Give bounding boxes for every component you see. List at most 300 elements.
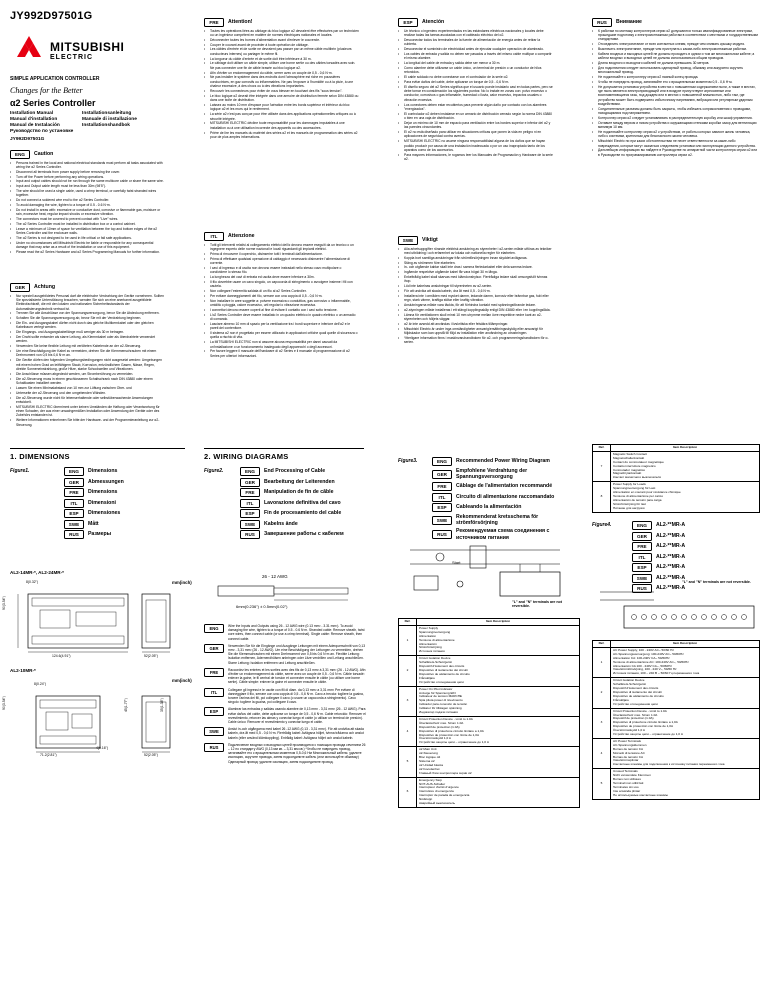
caution-item: • Turn off the Power before performing any wiring operations. — [10, 175, 165, 179]
caution-item: • Anslutningarna måste vara täckta, för att förhindra kontakt med spänningsförande ledare. — [398, 303, 553, 307]
lang-tag: SWE — [432, 516, 452, 525]
lang-row — [64, 530, 184, 539]
caution-item: • α2 är inte avsedd att användas i livskritiska eller felsäkra tillämpningar. — [398, 322, 553, 326]
caution-ita — [204, 232, 359, 359]
wiring-text-row — [204, 624, 366, 641]
lang-label: Dimensions — [88, 468, 118, 475]
fig3-col-desc: Item Description — [417, 619, 580, 626]
caution-item: • El α2 no está diseñado para utilizar en situaciones críticas que ponen la vida en peligro ni en aplicaciones de seguridad contra averías. — [398, 130, 553, 139]
lang-tag: GER — [632, 532, 652, 541]
lang-tag: ITL — [64, 499, 84, 508]
caution-item: • Die Anschlüsse müssen abgedeckt werden, um Stromberührung zu vermeiden. — [10, 372, 165, 376]
caution-item: • Prière de lire les manuels du matériel des séries α2 et les manuels de programmation des séries α2 pour de plus amples informations. — [204, 131, 359, 140]
caution-list-rus — [592, 29, 758, 158]
caution-item: • Stäng av strömmen före elarbeten. — [398, 261, 553, 265]
fig4-col-ref: Ref. — [593, 641, 611, 648]
row-desc: Power On Pilot Indicator Anzeige für Spannung EIN Indicateur de tension MARCHE Spia pilota power di ricevimento Indicador para conexión de tensión Indikator för tillslagen spänning Индикатор подачи питания — [417, 686, 580, 716]
lang-row — [632, 553, 758, 562]
caution-item: • La lunghezza dei cavi di entrata ed uscita deve essere inferiore a 30m. — [204, 275, 359, 279]
mitsubishi-logo — [10, 36, 48, 66]
dim-52-b: 52(2.05") — [144, 753, 158, 757]
ref-top-table — [592, 444, 760, 513]
caution-item: • El cable soldado no debe conectarse con el controlador de la serie α2. — [398, 75, 553, 79]
lang-label: Recommended Power Wiring Diagram — [456, 458, 550, 465]
row-desc: Circuit Isolation Device Schaltkreis-Schutzgerät Dispositif d'isolement des circuits Dispositivo di isolamento dei circuiti Dispositivo de aislamiento de circuito Frånskiljare Устройство отсоединения цепи — [611, 678, 760, 708]
lang-row — [240, 499, 370, 508]
caution-rus — [592, 18, 758, 158]
row-ref: 5 — [593, 769, 611, 799]
lang-label: Рекомендуемая схема соединения с источником питания — [456, 528, 550, 541]
caution-item: • La série α2 n'est pas conçue pour être utilisée dans des applications opérationnelles critiques ou à sécurité intégrée. — [204, 112, 359, 121]
table-row — [399, 625, 580, 655]
caution-item: • Unterseite der α2-Steuerung und den umgebenden Wänden. — [10, 391, 165, 395]
caution-item: • Die Geräte dürfen den folgenden Umgebungsbedingungen nicht ausgesetzt werden: Umgebungen mit einem hohen Grad an leitfähigem Staub, Korrosion, entzündlichem Gasen, Nässe, Regen, direkte Sonneneinstrahlung, große Hitze, starke Schockwellen und Vibrationen. — [10, 358, 165, 371]
lang-tag: ITL — [204, 688, 224, 697]
manual-title-esp: Manual de Instalación — [10, 123, 60, 128]
caution-title-ger: Achtung — [34, 284, 56, 291]
lang-tag-ita: ITL — [204, 232, 224, 241]
row-desc: Emergency Stop NOT-AUS-Schalter Interrupteur d'arrêt d'urgence Interruttore di emergenza Interruptor de parada de emergencia Nödstopp Аварийный выключатель — [417, 777, 580, 807]
lang-label: AL2-**MR-A — [656, 553, 686, 560]
figure1-label: Figure1. — [10, 468, 30, 474]
fig3-note: "L" and "N" terminals are not reversible. — [512, 600, 562, 609]
caution-item: • Recouvrir les connecteurs pour éviter de vous blesser en touchant des fils "sous tension". — [204, 89, 359, 93]
product-title: α2 Series Controller — [10, 98, 96, 108]
caution-title-rus: Внимание — [616, 19, 642, 26]
caution-item: • Prima di effettuare qualsiasi operazione di cablaggio è necessario disinserire l'alimentazione di corrente. — [204, 257, 359, 266]
brand-name: MITSUBISHI — [50, 40, 125, 54]
lang-label: Bearbeitung der Leiterenden — [264, 478, 335, 485]
lang-label: Mått — [88, 520, 99, 527]
caution-item: • Le bloc logique α2 devrait être intégrée dans une armoire de distribution fermée selon DIN 43880 ou dans une boîte de distribution. — [204, 94, 359, 103]
table-row — [399, 656, 580, 686]
lang-row — [432, 503, 580, 512]
wiring-text: Raccordez les entrées et les sorties avec des fils de 0,13 mm² à 3,31 mm² (26 - 12 AWG). Afin d'éviter un endommagement du câble, serrer avec un couple de 0,5 - 0,6 N·m. Câble torsadé: enlever la gaine, le fil central de torsion et connecter ensuite le câble (ou utiliser une borne sertie). Câble simple: enlever la gaine et connecter ensuite le câble. — [228, 667, 366, 685]
lang-label: Abmessungen — [88, 478, 124, 485]
lang-row — [432, 482, 580, 491]
lang-tag: ENG — [632, 521, 652, 530]
caution-item: • Die α2-Steuerung wurde nicht für lebenserhaltende oder selbstüberwachende Anwendungen entwickelt. — [10, 396, 165, 405]
lang-tag: SWE — [64, 520, 84, 529]
caution-list-ita — [204, 243, 359, 359]
table-row — [593, 708, 760, 738]
lang-tag-esp: ESP — [398, 18, 418, 27]
wiring-text: Подключение входных и выходных цепей производится с помощью провода сечением 26 – 12 по стандарту AWG (0,13 мм кв. – 3,31 мм кв.) *Чтобы не повредить провод, затягивайте его с вращательным моментом 0,5-0,6 Нм Многожильный кабель: удалите изоляцию, скрутите провода, затем подсоедините кабель (или используйте обжимку) Одинарный провод: удалите изоляцию, затем подсоедините провод. — [228, 742, 366, 764]
manual-title-swe: Installationshandbok — [82, 123, 130, 128]
lang-tag: ENG — [240, 467, 260, 476]
mitsubishi-diamonds-icon — [10, 36, 48, 66]
lang-tag: ITL — [632, 553, 652, 562]
caution-item: • Déconnecter toutes les bornes d'alimentation avant d'enlever le couvercle. — [204, 38, 359, 42]
manual-title-rus: Руководство по установке — [10, 129, 74, 134]
lang-row — [632, 521, 758, 530]
divider-dimensions — [10, 448, 185, 449]
lang-tag: FRE — [204, 668, 224, 677]
dim-90-b: 90(3.54") — [2, 696, 6, 710]
dim-8-b: 8(0.24") — [34, 682, 46, 686]
caution-item: • Чтобы не повредить провод, затягивайте его с вращательным моментом 0,5 - 0,6 Н·м. — [592, 80, 758, 84]
caution-item: • La longitud del cable de entrada y salida debe ser menor a 30 m. — [398, 61, 553, 65]
lang-label: Dimensioni — [88, 499, 116, 506]
caution-item: • Per favore leggere il manuale dell'hardware di α2 Series e il manuale di programmazione di α2 Series per ulteriori informazioni. — [204, 349, 359, 358]
caution-item: • El diseño seguro del α2 Series significa que el usuario puede instalarlo casi en todas partes, pero se debe tomar en consideración los siguientes puntos: No lo instale en zonas con: polvo excesivo o conductor, corrosivos o gas inflamable, humedad o lluvia, calor excesivo, impactos usuales o vibración excesiva. — [398, 85, 553, 102]
lang-tag: GER — [64, 478, 84, 487]
lang-tag: FRE — [432, 482, 452, 491]
caution-item: • För att undvika att skada kabeln, dra åt med 0,5 - 0,6 N·m. — [398, 289, 553, 293]
caution-item: • Дальнейшую информацию вы найдете в Руководстве по аппаратной части контроллера серии α2 или в Руководстве по программированию контроллера серии α2. — [592, 148, 758, 157]
divider-wiring — [204, 448, 364, 449]
doc-code-small: JY992D97501G — [10, 137, 45, 142]
caution-item: • К работам по монтажу контроллеров серии α2 допускаются только квалифицированные электрики, прошедшие подготовку к электромонтажным работам в соответствии с местными и государственными стандартами. — [592, 29, 758, 42]
fig3-lang-list — [432, 457, 580, 543]
cable-strip-drawing — [214, 580, 364, 602]
dim-45: 45(1.77") — [124, 698, 128, 712]
row-desc: α2 Main Unit α2-Steuerung Bloc logique α2 Sistema α2 α2 Unidad básica α2 huvudenhet Главный блок контроллера серии α2 — [417, 747, 580, 777]
lang-tag-rus: RUS — [592, 18, 612, 27]
caution-item: • To avoid damaging the wire, tighten to a torque of 0.5 - 0.6 N·m. — [10, 203, 165, 207]
lang-row — [64, 467, 184, 476]
dim-52-a: 52(2.05") — [144, 654, 158, 658]
caution-item: • Mitsubishi Electric är under inga omständigheter ansvarig/ersättningsskyldig eller ansvarigt för följdskador som kan uppstå till följd av installation eller användning av utrustningen. — [398, 327, 553, 336]
lang-label: Dimensions — [88, 489, 118, 496]
caution-item: • Il filo dovrebbe usare un cavo singolo, un capocorda di stringimento o avvolgere insieme i fili con cautela. — [204, 280, 359, 289]
row-desc: Unused Terminals Nicht verwendete Klemmen Bornes non utilisées Terminali non utilizzati Terminales sin uso Inte använda plintar Не используемые контактные клеммы — [611, 769, 760, 799]
caution-esp — [398, 18, 553, 162]
ref-top-col-ref: Ref. — [593, 445, 611, 452]
caution-item: • Input and Output cable length must be less than 30m (98'5"). — [10, 184, 165, 188]
wiring-text: Alambrar las entradas y salidas usando alambre de 0,13 mm² - 3,31 mm² (26 - 12 AWG). Para evitar daños del cable, debe aplicarse un torque de 0,5 - 0,6 N·m. Cable retorcido: Remover el revestimiento, retorcer las almas y conectar luego el cable (o utilizar un terminal de presión). Cable único: Remover el revestimiento y conectar luego el cable. — [228, 707, 366, 725]
lang-row — [432, 528, 580, 541]
dim-8-a: 8(0.32") — [26, 580, 38, 584]
lang-tag: ITL — [240, 499, 260, 508]
caution-item: • Laissez au moins 10 mm d'espace pour l'aération entre les bords supérieur et inférieur du bloc logique α2 et les murs qui le renferment. — [204, 103, 359, 112]
fig4-table-body — [593, 647, 760, 799]
caution-item: • Ytterligare information finns i maskinvaruhandboken för α2- och programmeringshandboken för α-serien. — [398, 336, 553, 345]
caution-item: • Tutti gli interventi relativi al collegamento elettrici dell'α devono essere eseguiti da un tecnico o un ingegnere esperto delle norme nazionali e locali riguardanti gli impianti elettrici. — [204, 243, 359, 252]
caution-item: • Les câbles d'entrée et de sortie ne devraient pas passer par un même câble multibrin (plusieurs conducteurs internes) ou partager le même fil. — [204, 47, 359, 56]
table-row — [399, 747, 580, 777]
caution-item: • Koppla bort samtliga anslutningar från strömförsörjningen innan skyddet avlägsnas. — [398, 256, 553, 260]
lang-label: AL2-**MR-A — [656, 532, 686, 539]
caution-item: • Оставьте между верхом и низом устройства и окружающими стенками коробки зазор для вентиляции минимум 10 мм. — [592, 121, 758, 130]
lang-tag: FRE — [632, 542, 652, 551]
caution-item: • Verwenden Sie keine flexible Leitung mit verlöteten Kabelende an der α2-Steuerung. — [10, 344, 165, 348]
lang-row — [432, 493, 580, 502]
lang-tag-swe: SWE — [398, 236, 418, 245]
app-controller-label: SIMPLE APPLICATION CONTROLLER — [10, 76, 100, 82]
lang-tag-fre: FRE — [204, 18, 224, 27]
figure4-label: Figure4. — [592, 522, 612, 528]
lang-label: Размеры — [88, 531, 112, 538]
caution-item: • Un técnico o ingeniero experimentados en las estándares eléctricos nacionales y locales debe realizar todas las tareas asociadas con el cableado eléctrico del α2. — [398, 29, 553, 38]
lang-label: AL2-**MR-A — [656, 564, 686, 571]
caution-title-fre: Attention! — [228, 19, 253, 26]
lang-row — [432, 457, 580, 466]
dim-71: 71.2(2.81") — [40, 753, 57, 757]
caution-item: • Do not install in areas with: excessive or conductive dust, corrosive or flammable gas, moisture or rain, excessive heat, regular impact shocks or excessive vibration. — [10, 208, 165, 217]
wiring-text-row — [204, 668, 366, 685]
caution-item: • Non installare in aree soggette a: polvere eccessiva o conduttiva, gas corrosivo o infiammabile, umidità o pioggia, calore eccessivo, urti regolari o vibrazione eccessiva. — [204, 299, 359, 308]
dimensions-lang-list — [64, 467, 184, 541]
wiring-texts — [204, 624, 366, 767]
caution-item: • Leave a minimum of 10mm of space for ventilation between the top and bottom edges of the α2 Series Controller and the enclosure walls. — [10, 227, 165, 236]
caution-title-esp: Atención — [422, 19, 445, 26]
row-desc: Circuit Isolation Device Schaltkreis-Schutzgerät Dispositif d'isolement des circuits Dispositivo di isolamento dei circuiti Dispositivo de aislamiento de circuito Frånskiljare Устройство отсоединения цепи — [417, 656, 580, 686]
lang-row — [432, 468, 580, 481]
caution-list-swe — [398, 247, 553, 345]
lang-row — [64, 520, 184, 529]
lang-tag-eng: ENG — [10, 150, 30, 159]
start-label: Start — [452, 560, 461, 565]
caution-item: • Desconectar todos los terminales de la fuente de alimentación de energía antes de retirar la cubierta. — [398, 38, 553, 47]
lang-label: AL2-**MR-A — [656, 543, 686, 550]
caution-item: • Prima di rimuovere il coperchio, disinserire tutti i terminali dall'alimentazione. — [204, 252, 359, 256]
row-ref: 1 — [399, 625, 417, 655]
lang-label: Kabelns ände — [264, 520, 298, 527]
caution-item: • Не подключайте к контроллеру серии α2 паяный конец провода. — [592, 75, 758, 79]
table-row — [593, 451, 760, 481]
lang-tag: SWE — [632, 574, 652, 583]
row-desc: AC Power Terminals AC-Spannungsklemmen Bornes de tension CA Morsetti di tensione AC Bornas de tensión CA Växelströmsplintar Контактные клеммы для подключения к источнику питания переменного тока — [611, 738, 760, 768]
caution-list-ger — [10, 294, 165, 427]
caution-item: • Контроллер серии α2 следует устанавливать в распределительную коробку или шкаф управления. — [592, 116, 758, 120]
table-row — [593, 647, 760, 677]
lang-label: Câblage de l'alimentation recommandé — [456, 483, 553, 490]
lang-row — [64, 509, 184, 518]
lang-row — [240, 530, 370, 539]
caution-item: • Please read the α2 Series Hardware and α2 Series Programming Manuals for further information. — [10, 250, 165, 254]
row-desc: Magnetic Switch Contact Magnetschalterkontakt Contact du commutateur magnétique Contatto interruttore magnetico Conmutador magnético Magnetbrytarkontakt Контакт магнитного выключателя — [611, 451, 760, 481]
manual-title-ita: Manuale di installazione — [82, 117, 137, 122]
caution-item: • Enkeltrådig kabel skall skarvas med klämdonshylsor. Flertrådiga ledare skall omsorgsfullt tvinnas ihop. — [398, 275, 553, 284]
caution-item: • Do not connect a soldered wire end to the α2 Series Controller. — [10, 198, 165, 202]
row-ref: 4 — [399, 716, 417, 746]
fig3-table-body — [399, 625, 580, 807]
caution-item: • In- och utgående kablar skall inte dras i samma flerledarkabel eller dela samma ledare. — [398, 265, 553, 269]
caution-swe — [398, 236, 553, 345]
caution-item: • Como alambre debe utilizarse un cable único, un terminal de presión o un conductor de hilos retorcidos. — [398, 66, 553, 75]
model-label-b: AL2-10MR-* — [10, 668, 36, 673]
caution-ger — [10, 283, 165, 427]
row-ref: 2 — [399, 656, 417, 686]
caution-item: • L'α2 Series Controller deve essere installato in un quadro elettrico in quadro elettrico o un armadio di comando. — [204, 313, 359, 322]
row-ref: 3 — [399, 686, 417, 716]
lang-label: AL2-**MR-A — [656, 585, 686, 592]
table-row — [593, 482, 760, 512]
table-row — [593, 678, 760, 708]
lang-tag: ENG — [204, 624, 224, 633]
lang-tag: ESP — [432, 503, 452, 512]
caution-item: • MITSUBISHI ELECTRIC décline toute responsabilité pour les dommages imputables à une installation ou à une utilisation incorrecte des appareils ou des accessoires. — [204, 121, 359, 130]
dim-4: 4(0.16") — [96, 746, 108, 750]
lang-tag-ger: GER — [10, 283, 30, 292]
figure2-label: Figure2. — [204, 468, 224, 474]
lang-tag: ENG — [432, 457, 452, 466]
caution-item: • The connectors must be covered to prevent contact with "Live" wires. — [10, 217, 165, 221]
caution-item: • Der Draht sollte entweder als starre Leitung, als Klemmkabel oder als öberdrahtete verwendet werden. — [10, 335, 165, 344]
slogan: Changes for the Better — [10, 86, 83, 95]
lang-tag: RUS — [64, 530, 84, 539]
dim-124: 124.6(4.91") — [52, 654, 71, 658]
lang-tag: SWE — [204, 727, 224, 736]
caution-item: • Desconectar el suministro de electricidad antes de ejecutar cualquier operación de alambrado. — [398, 47, 553, 51]
caution-item: • Alla arbetsuppgifter rörande elektrisk anslutning av styrenheter i α2-serien måste utföras av tekniker med utbildning i och erfarenhet av lokala och nationella regler för elarbeten. — [398, 247, 553, 256]
caution-item: • Mitsubishi Electric ни при каких обстоятельствах не несет ответственности за какие-либо повреждения, которые могут оказаться следствием установки или эксплуатации данного устройства. — [592, 139, 758, 148]
manual-title-eng: Installation Manual — [10, 111, 54, 116]
caution-item: • Die Eingangs- und Ausgangskabellänge muß weniger als 30 m betragen. — [10, 330, 165, 334]
caution-item: • Выключить электропитание, прежде чем приступать к каким-либо электромонтажным работам. — [592, 47, 758, 51]
caution-item: • Lämna för ventilationen skull minst 10 mm utrymme mellan övre respektive nedre kant av α2-styrenheten och höljets väggar. — [398, 313, 553, 322]
caution-item: • Weitere Informationen entnehmen Sie bitte der Hardware- und der Programmieranleitung zur α2-Steuerung. — [10, 418, 165, 427]
caution-fre — [204, 18, 359, 140]
caution-item: • Non collegare l'estremità saldata di un filo al α2 Series Controller. — [204, 289, 359, 293]
lang-tag: GER — [432, 470, 452, 479]
row-desc: Circuit Protection Device - Limit to 1.0A Überlastschutz max. Strom 1.0A Dispositif de protection (1.0A) Dispositivo di protezione circuito limitare a 1,0A Dispositivo de protección con límite de 1,0A Överströmsskydd 1,0 A Устройство защиты цепи – ограничение до 1,0 А — [417, 716, 580, 746]
caution-item: • Löd inte kabelnas anslutningar till styrenheten av α2-serien. — [398, 284, 553, 288]
caution-item: • α2-styrningen måste installeras i ett stängt kopplingsskåp enligt DIN 43880 eller i en kopplingslåda. — [398, 308, 553, 312]
table-row — [593, 738, 760, 768]
caution-item: • The α2 Series is not designed to be used in life critical or fail safe applications. — [10, 236, 165, 240]
lang-row — [240, 478, 370, 487]
caution-title-eng: Caution — [34, 151, 54, 158]
caution-item: • Input and output cables should not be run through the same multicore cable or share the same wire. — [10, 179, 165, 183]
caution-item: • La MITSUBISHI ELECTRIC non si assume alcuna responsabilità per danni causati da un'installazione o un funzionamento inadeguato degli apparecchi o degli accessori. — [204, 340, 359, 349]
row-ref: 6 — [399, 777, 417, 807]
lang-label: Circuito di alimentazione raccomandato — [456, 493, 555, 500]
caution-item: • Per evitare danneggiamenti del filo, serrare con una coppia di 0,5 - 0,6 N·m. — [204, 294, 359, 298]
caution-item: • MITSUBISHI ELECTRIC übernimmt unter keinen Umständen die Haftung oder Verantwortung für einen Schaden, der aus einer unsachgemäßen Installation oder Anwendung der Geräte oder des Zubehörs entstanden ist. — [10, 405, 165, 418]
figure3-label: Figure3. — [398, 458, 418, 464]
caution-item: • Il sistema α2 non è progettato per essere utilizzato in applicazioni critiche quali quelle di sicurezza o quella a rischio di vita. — [204, 331, 359, 340]
table-row — [399, 686, 580, 716]
caution-item: • Не подключайте контроллер серии α2 к устройствам, от работы которых зависит жизнь человека, либо к системам, критичным для безопасности жизни человека. — [592, 130, 758, 139]
caution-item: • Trennen Sie alle Anschlüsse von der Spannungsversorgung, bevor Sie die Abdeckung entfernen. — [10, 311, 165, 315]
table-row — [399, 716, 580, 746]
lang-row — [64, 488, 184, 497]
caution-item: • Under no circumstances will Mitsubishi Electric be liable or responsible for any consequential damage that may arise as a result of the installation or use of this equipment. — [10, 241, 165, 250]
wiring-text-row — [204, 707, 366, 724]
wiring-text: Anslut in-och utgångarna med kabel 26 -12 AWG (0,13 - 3,31 mm²). För att undvika att skada kabeln, dra åt med 0,5 - 0,6 N·m. Flertrådig kabel: Avlägsna höljet, tvinna trådarna och anslut kabeln (eller använd klämkoppling). Entrådig kabel: Avlägsna höljet och anslut kabeln. — [228, 727, 364, 740]
fig4-col-desc: Item Description — [611, 641, 760, 648]
manual-titles-left — [10, 111, 73, 135]
dim-90-a: 90(3.54") — [2, 596, 6, 610]
table-row — [593, 769, 760, 799]
model-label-a: AL2-14MR-*, AL2-24MR-* — [10, 570, 64, 575]
row-desc: AC Power Supply, 100 - 240V AC~ 50/60 Hz AC-Spannungsversorgung: 100-240V AC~ 50/60Hz Alimentation CA: 100-240V CA~ 50/60Hz Tensione di alimentazione AC: 100-240V AC~, 50/60Hz Alimentación CA 100 - 240V CA~, 50/60Hz Växelströmförsörjning, 100 - 240 V~, 50/60 Hz Источник питания, 100 – 240 В ~ 50/60 Гц переменного тока — [611, 647, 760, 677]
dimension-drawing-a — [10, 586, 190, 658]
caution-item: • Persons trained in the local and national electrical standards must perform all tasks associated with wiring the α2 Series Controller. — [10, 161, 165, 170]
lang-tag: ESP — [204, 707, 224, 716]
lang-label: Rekommenderat kretsschema för strömförsörjning — [456, 513, 539, 526]
caution-item: • Dejar un mínimo de 10 mm de espacio para ventilación entre los bordes superior e inferior del α2 y las paredes circundantes. — [398, 121, 553, 130]
row-ref: 3 — [593, 708, 611, 738]
lang-row — [632, 532, 758, 541]
caution-item: • The α2 Series Controller must be installed in distribution box or a control cabinet. — [10, 222, 165, 226]
wiring-text: Wire the Inputs and Outputs using 26 - 12 AWG wire (0.13 mm² - 3.31 mm²). To avoid damaging the wire, tighten to a torque of 0.5 - 0.6 N·m. Stranded cable: Remove sheath, twist core wires, then connect cable (or use a crimp terminal). Single cable: Remove sheath, then connect cable. — [228, 624, 365, 641]
row-desc: Power Supply Spannungsversorgung Alimentation Tensione di alimentazione Alimentación Strömförsörjning Источник питания — [417, 625, 580, 655]
lang-label: Lavorazione definitiva del cavo — [264, 499, 341, 506]
row-ref: 5 — [399, 747, 417, 777]
lang-tag: ESP — [64, 509, 84, 518]
unit-label-a: mm(inch) — [172, 580, 192, 585]
lang-tag: ESP — [240, 509, 260, 518]
lang-label: Dimensiones — [88, 510, 121, 517]
caution-item: • Toutes les opérations liées au câblage du bloc logique α2 devraient être effectuées par un technicien ou un ingénieur compétent en matière de normes électriques nationales et locales. — [204, 29, 359, 38]
caution-item: • Не допускается установка устройства в местах с повышенным содержанием пыли, а также в местах, где пыль является электропроводящей или в воздухе присутствуют агрессивные или воспламеняющиеся газы, под дождем или в местах с повышенной влажностью, либо там, где устройство может быть подвержено избыточному нагреванию, вибрации или регулярным ударным воздействиям. — [592, 85, 758, 107]
lang-tag: ESP — [632, 563, 652, 572]
lang-row — [240, 520, 370, 529]
lang-tag: ITL — [432, 493, 452, 502]
caution-item: • Los cables de entrada y salida no deben ser pasados a través del mismo cable multipar o compartir el mismo alambre. — [398, 52, 553, 61]
lang-label: End Processing of Cable — [264, 468, 326, 475]
caution-item: • I connettori devono essere coperti al fine di evitare il contatto con i cavi sotto tensione. — [204, 308, 359, 312]
caution-title-swe: Viktigt — [422, 237, 438, 244]
lang-tag: GER — [240, 478, 260, 487]
fig4-note: "L" and "N" terminals are not reversible. — [682, 580, 751, 584]
fig3-table — [398, 618, 580, 808]
caution-item: • Die α2-Steuerung muss in einem geschlossenen Schaltschrank nach DIN 43880 oder einem Schaltkasten installiert werden. — [10, 377, 165, 386]
caution-item: • Couper le courant avant de procéder à toute opération de câblage. — [204, 43, 359, 47]
caution-item: • Um eine Beschädigung der Kabel zu vermeiden, drehen Sie die Klemmenschrauben mit einem Drehmoment von 0,5 bis 0,6 N·m an. — [10, 349, 165, 358]
lang-row — [64, 478, 184, 487]
fig4-table — [592, 640, 760, 800]
table-row — [399, 777, 580, 807]
lang-tag: FRE — [64, 488, 84, 497]
lang-tag: RUS — [432, 530, 452, 539]
caution-item: • Para mayores informaciones, le rogamos leer los Manuales de Programación y Hardware de la serie α2. — [398, 153, 553, 162]
row-ref: 4 — [593, 738, 611, 768]
unit-label-b: mm(inch) — [172, 678, 192, 683]
caution-item: • Для подключения следует использовать одинарный провод, обжимку или аккуратно скрутить многожильный провод. — [592, 66, 758, 75]
ref-top-table-body — [593, 451, 760, 512]
lang-row — [432, 514, 580, 527]
caution-item: • Lassen Sie einen Minimalabstand von 10 mm zur Lüftung zwischen Ober- und — [10, 386, 165, 390]
caution-item: • Los conectores deben estar recubiertos para prevenir algún daño por contacto con los alambres "energizados". — [398, 103, 553, 112]
lang-row — [240, 488, 370, 497]
lang-tag: RUS — [204, 743, 224, 752]
caution-item: • The wire should be used a single cable, used a crimp terminal, or carefully twist stranded wires together. — [10, 189, 165, 198]
lang-label: Cableando la alimentación — [456, 504, 522, 511]
lang-tag: RUS — [632, 584, 652, 593]
caution-item: • Ne pas installer le système dans des endroits dont l'atmosphère est riche en poussières conductrices, en gaz corrosifs ou inflammables. Ne pas l'exposer à l'humidité ou à la pluie, à une chaleur excessive, à des chocs ou à des vibrations importantes. — [204, 75, 359, 88]
fig3-col-ref: Ref. — [399, 619, 417, 626]
caution-item: • Отсоединить электропитание от всех контактных клемм, прежде чем снимать крышку модуля. — [592, 42, 758, 46]
manual-title-ger: Installationsanleitung — [82, 111, 132, 116]
wiring-heading: 2. WIRING DIAGRAMS — [204, 452, 289, 461]
ac-wiring-diagram — [594, 582, 760, 636]
lang-row — [632, 542, 758, 551]
caution-item: • Длина входного и выходного кабелей не должна превышать 30 метров. — [592, 61, 758, 65]
row-desc: Power Supply for Loads Spannungsversorgung für Last Alimentation en courant pour résistance chimique Tensione di alimentazione per carico Alimentación de tensión para carga Strömförsörjning för last Питание для нагрузки — [611, 482, 760, 512]
caution-item: • Afin d'éviter un endommagement du câble, serrer avec un couple de 0,5 - 0,6 N·m. — [204, 71, 359, 75]
caution-item: • Ingående respektive utgående kabel får vara högst 30 m långa. — [398, 270, 553, 274]
lang-tag: RUS — [240, 530, 260, 539]
lang-label: Empfohlene Verdrahtung der Spannungsversorgung — [456, 467, 528, 480]
manual-title-fre: Manual d'installation — [10, 117, 58, 122]
lang-tag: GER — [204, 644, 224, 653]
doc-code: JY992D97501G — [10, 10, 93, 22]
caution-item: • Nur speziell ausgebildetes Personal darf die elektrische Verdrahtung der Geräte vornehmen. Sollten Sie spezialisierte Unterstützung brauchen, wenden Sie sich an eine anerkannt ausgebildete Elektrofachkraft, die mit den lokalen und nationalen Sicherheitsstandards der Automatisierungstechnik vertraut ist. — [10, 294, 165, 311]
wiring-text-row — [204, 688, 366, 705]
dim-35: 35(1.38") — [160, 698, 164, 712]
lang-tag: FRE — [240, 488, 260, 497]
caution-item: • Disconnect all terminals from power supply before removing the cover. — [10, 170, 165, 174]
row-ref: 2 — [593, 678, 611, 708]
caution-item: • Schalten Sie die Spannungsversorgung ab, bevor Sie mit der Verdrahtung beginnen. — [10, 316, 165, 320]
strip-length-label: 6mm(0.236") ± 0.5mm(0.02") — [236, 604, 288, 609]
manual-titles-right — [82, 111, 137, 129]
lang-row — [240, 467, 370, 476]
